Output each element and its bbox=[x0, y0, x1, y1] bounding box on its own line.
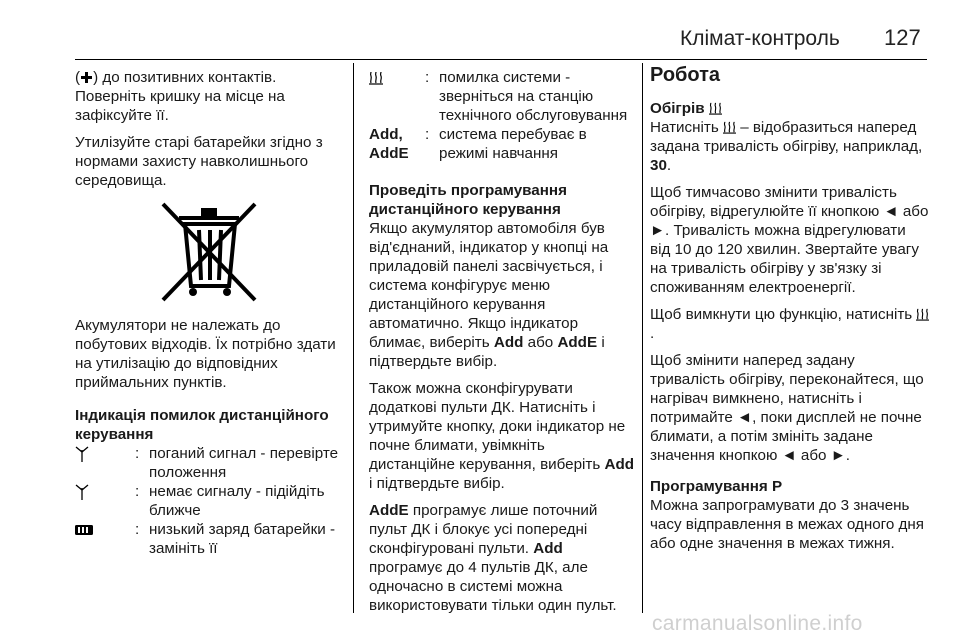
paragraph: Щоб вимкнути цю функцію, натисніть . bbox=[650, 305, 930, 343]
list-item: : помилка системи - зверніться на станцію технічного обслуговування bbox=[369, 68, 635, 125]
section-heading: Індикація помилок дистанційного керування bbox=[75, 407, 329, 443]
column-3 bbox=[650, 66, 930, 561]
paragraph: Можна запрограмувати до 3 значень часу відправлення в межах одного дня або одне значення в межах тижня. bbox=[650, 497, 925, 552]
paragraph: Якщо акумулятор автомобіля був від'єднаний, індикатор у кнопці на приладовій панелі засвічується, і система конфігурує меню дистанційного керування автоматично. Якщо індикатор блимає, виберіть Add або AddE і підтвердьте вибір. bbox=[369, 220, 609, 370]
antenna-icon bbox=[75, 482, 135, 520]
page-number: 127 bbox=[884, 25, 921, 50]
list-item: : немає сигналу - підійдіть ближче bbox=[75, 482, 345, 520]
mode-label: Add, AddE bbox=[369, 126, 409, 162]
column-divider bbox=[642, 63, 643, 613]
heating-icon bbox=[916, 306, 929, 323]
battery-icon bbox=[75, 520, 135, 558]
heating-icon bbox=[709, 100, 722, 117]
paragraph: ( ) до позитивних контактів. Поверніть кришку на місце на зафіксуйте її. bbox=[75, 69, 285, 124]
paragraph: Щоб змінити наперед задану тривалість обігріву, переконайтеся, що нагрівач вимкнено, натисніть і потримайте ◄, поки дисплей не почне блимати, а потім змініть задане значення кнопкою ◄ або ►. bbox=[650, 352, 924, 464]
paragraph: Утилізуйте старі батарейки згідно з нормами захисту навколишнього середовища. bbox=[75, 134, 323, 189]
paragraph: Натисніть – відобразиться наперед задана тривалість обігріву, наприклад, 30. bbox=[650, 119, 923, 174]
plus-icon bbox=[80, 69, 93, 86]
column-1 bbox=[75, 68, 345, 558]
arrow-right-icon: ► bbox=[830, 447, 846, 464]
column-divider bbox=[353, 63, 354, 613]
paragraph: Щоб тимчасово змінити тривалість обігріву, відрегулюйте її кнопкою ◄ або ►. Тривалість можна відрегулювати від 10 до 120 хвилин. Звертайте увагу на тривалість обігріву у зв'язку зі споживанням електроенергії. bbox=[650, 184, 929, 296]
section-title: Робота bbox=[650, 64, 721, 86]
arrow-right-icon: ► bbox=[650, 222, 666, 239]
antenna-icon bbox=[75, 444, 135, 482]
list-item: Add, AddE : система перебуває в режимі навчання bbox=[369, 126, 587, 162]
crossed-out-bin-icon bbox=[155, 200, 345, 304]
heating-icon bbox=[723, 119, 736, 136]
arrow-left-icon: ◄ bbox=[737, 409, 753, 426]
page-header-title: Клімат-контроль bbox=[680, 27, 840, 50]
heating-icon bbox=[369, 68, 425, 125]
section-heading: Обігрів bbox=[650, 99, 930, 118]
arrow-left-icon: ◄ bbox=[883, 203, 899, 220]
column-2 bbox=[369, 68, 635, 623]
watermark: carmanualsonline.info bbox=[652, 612, 863, 635]
section-heading: Програмування P bbox=[650, 478, 783, 495]
list-item: : поганий сигнал - перевірте положення bbox=[75, 444, 345, 482]
list-item: : низький заряд батарейки - замініть її bbox=[75, 520, 345, 558]
paragraph: AddE програмує лише поточний пульт ДК і блокує усі попередні сконфігуровані пульти. Add програмує до 4 пультів ДК, але одночасно в системі можна використовувати тільки один пульт. bbox=[369, 502, 617, 614]
paragraph: Акумулятори не належать до побутових відходів. Їх потрібно здати на утилізацію до відповідних приймальних пунктів. bbox=[75, 317, 336, 391]
section-heading: Проведіть програмування дистанційного керування bbox=[369, 182, 567, 218]
arrow-left-icon: ◄ bbox=[781, 447, 797, 464]
header-rule bbox=[75, 59, 927, 60]
paragraph: Також можна сконфігурувати додаткові пульти ДК. Натисніть і утримуйте кнопку, доки індикатор не почне блимати, увімкніть дистанційне керування, виберіть Add і підтвердьте вибір. bbox=[369, 380, 635, 492]
